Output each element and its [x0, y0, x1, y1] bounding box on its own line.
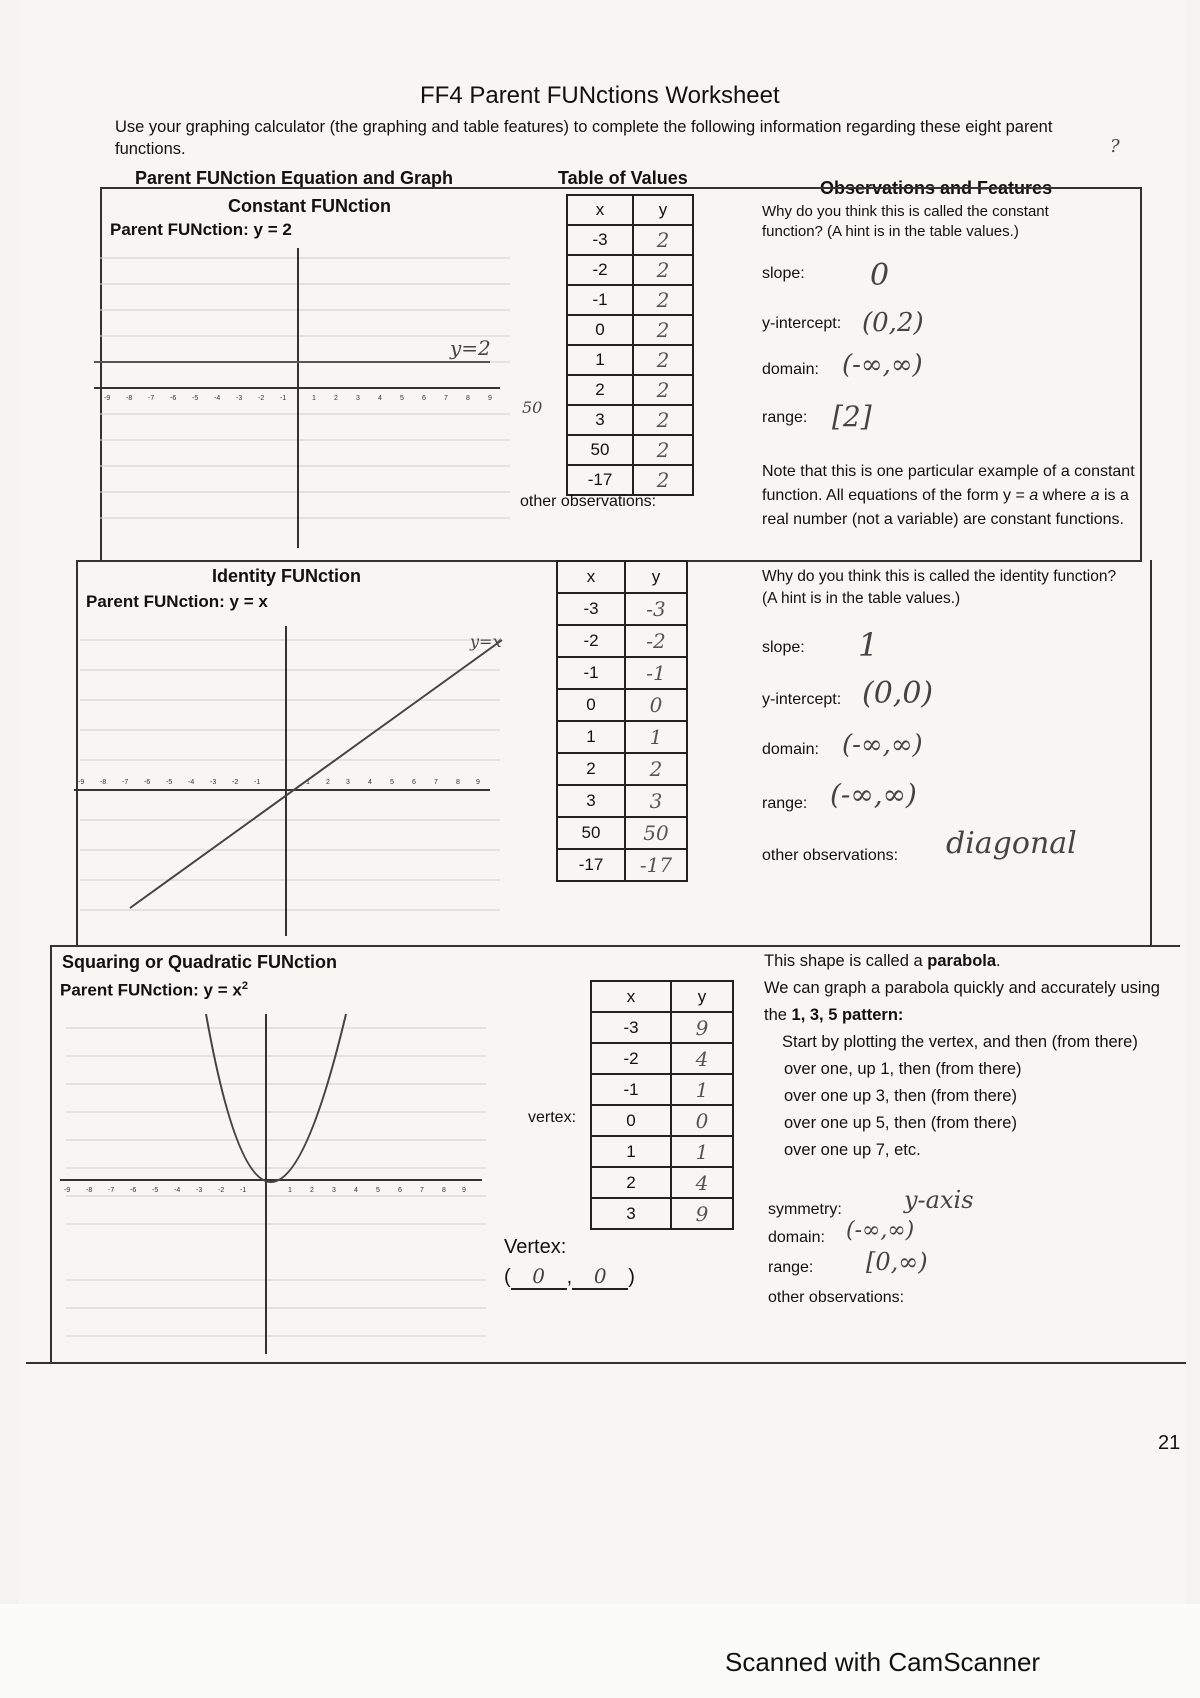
scanner-watermark: Scanned with CamScanner [725, 1647, 1041, 1677]
table-cell-y: 1 [671, 1074, 733, 1105]
table-header-y: y [625, 561, 687, 593]
pattern-step: over one up 7, etc. [784, 1141, 921, 1159]
vertex-label: Vertex: [504, 1236, 567, 1258]
table-cell-y: 4 [671, 1167, 733, 1198]
table-cell-x: -2 [557, 625, 625, 657]
table-cell-y: -17 [625, 849, 687, 881]
table-cell-x: -2 [567, 255, 633, 285]
table-cell-x: -17 [567, 465, 633, 495]
svg-text:1: 1 [306, 779, 310, 786]
table-cell-y: -2 [625, 625, 687, 657]
svg-text:3: 3 [346, 779, 350, 786]
svg-text:9: 9 [488, 395, 492, 402]
identity-range-value: (-∞,∞) [830, 778, 917, 811]
table-cell-y: 2 [633, 315, 693, 345]
svg-text:-3: -3 [236, 395, 243, 402]
worksheet-title: FF4 Parent FUNctions Worksheet [420, 82, 780, 109]
svg-text:-6: -6 [130, 1187, 137, 1194]
constant-slope-value: 0 [870, 258, 890, 293]
svg-text:-1: -1 [254, 779, 261, 786]
table-cell-x: 0 [557, 689, 625, 721]
identity-slope-label: slope: [762, 639, 805, 656]
svg-text:-4: -4 [174, 1187, 181, 1194]
frame-top-line [100, 187, 1140, 189]
constant-graph-label: y=2 [450, 336, 491, 360]
svg-text:4: 4 [368, 779, 372, 786]
desc-text: We can graph a parabola quickly and accurately using the [764, 979, 1160, 1024]
quadratic-other-label: other observations: [768, 1289, 905, 1306]
svg-text:2: 2 [310, 1187, 314, 1194]
parabola-line2 [764, 975, 1164, 1029]
svg-text:-8: -8 [86, 1187, 93, 1194]
table-header-x: x [591, 981, 671, 1012]
table-cell-x: -3 [557, 593, 625, 625]
table-cell-y: 0 [671, 1105, 733, 1136]
svg-text:4: 4 [354, 1187, 358, 1194]
desc-text: . [996, 952, 1001, 970]
table-cell-x: -3 [591, 1012, 671, 1043]
svg-text:-1: -1 [280, 395, 287, 402]
header-observations: Observations and Features [820, 178, 1053, 198]
desc-text: This shape is called a [764, 952, 928, 970]
table-cell-y: 1 [671, 1136, 733, 1167]
symmetry-label: symmetry: [768, 1201, 842, 1218]
identity-graph-label: y=x [470, 632, 502, 651]
identity-domain-value: (-∞,∞) [842, 730, 923, 760]
constant-function-title: Constant FUNction [228, 196, 391, 216]
constant-yint-value: (0,2) [862, 308, 924, 338]
vertex-row-label: vertex: [528, 1109, 577, 1126]
svg-text:5: 5 [390, 779, 394, 786]
table-cell-x: 0 [591, 1105, 671, 1136]
identity-domain-label: domain: [762, 741, 819, 758]
svg-text:1: 1 [312, 395, 316, 402]
constant-table [566, 194, 694, 496]
table-cell-x: 1 [591, 1136, 671, 1167]
svg-text:6: 6 [422, 395, 426, 402]
svg-text:-3: -3 [210, 779, 217, 786]
quadratic-domain-label: domain: [768, 1229, 825, 1246]
svg-text:5: 5 [400, 395, 404, 402]
table-cell-x: 2 [567, 375, 633, 405]
table-header-y: y [671, 981, 733, 1012]
table-cell-x: -1 [567, 285, 633, 315]
svg-text:-9: -9 [78, 779, 85, 786]
svg-text:-2: -2 [232, 779, 239, 786]
table-cell-x: -3 [567, 225, 633, 255]
identity-table [556, 560, 688, 882]
svg-text:6: 6 [412, 779, 416, 786]
table-cell-y: 2 [633, 225, 693, 255]
svg-text:-8: -8 [100, 779, 107, 786]
svg-text:1: 1 [288, 1187, 292, 1194]
constant-equation: Parent FUNction: y = 2 [110, 220, 292, 239]
identity-equation: Parent FUNction: y = x [86, 592, 268, 611]
identity-other-label: other observations: [762, 847, 899, 864]
identity-slope-value: 1 [858, 626, 879, 664]
note-variable-a: a [1090, 487, 1100, 504]
identity-yint-value: (0,0) [862, 676, 934, 711]
svg-text:-7: -7 [122, 779, 129, 786]
svg-text:3: 3 [332, 1187, 336, 1194]
svg-text:7: 7 [434, 779, 438, 786]
svg-text:-4: -4 [188, 779, 195, 786]
svg-text:4: 4 [378, 395, 382, 402]
svg-text:-5: -5 [192, 395, 199, 402]
desc-bold: 1, 3, 5 pattern: [791, 1006, 904, 1024]
table-header-y: y [633, 195, 693, 225]
constant-range-value: [2] [832, 400, 872, 433]
vertex-y-value: 0 [572, 1264, 628, 1290]
table-cell-y: 2 [633, 465, 693, 495]
table-cell-y: -1 [625, 657, 687, 689]
table-cell-x: 3 [591, 1198, 671, 1229]
svg-text:-2: -2 [258, 395, 265, 402]
header-table-of-values: Table of Values [558, 168, 688, 188]
table-cell-x: 0 [567, 315, 633, 345]
table-cell-y: 4 [671, 1043, 733, 1074]
table-cell-y: 9 [671, 1012, 733, 1043]
table-cell-x: 50 [567, 435, 633, 465]
margin-mark: ? [1110, 136, 1120, 157]
svg-text:6: 6 [398, 1187, 402, 1194]
pattern-step: over one, up 1, then (from there) [784, 1060, 1022, 1078]
table-cell-x: 1 [557, 721, 625, 753]
identity-question: Why do you think this is called the identity function? (A hint is in the table values.) [762, 568, 1117, 607]
table-cell-x: 2 [557, 753, 625, 785]
constant-domain-label: domain: [762, 361, 819, 378]
svg-text:8: 8 [456, 779, 460, 786]
page-number: 21 [1158, 1432, 1181, 1454]
table-cell-x: 1 [567, 345, 633, 375]
svg-text:-3: -3 [196, 1187, 203, 1194]
quadratic-range-value: [0,∞) [866, 1248, 928, 1276]
svg-text:-5: -5 [166, 779, 173, 786]
parabola-line1 [764, 948, 1164, 975]
table-cell-x: -17 [557, 849, 625, 881]
constant-slope-label: slope: [762, 265, 805, 282]
table-cell-x: -1 [557, 657, 625, 689]
svg-text:-4: -4 [214, 395, 221, 402]
quadratic-function-title: Squaring or Quadratic FUNction [62, 952, 338, 972]
quadratic-domain-value: (-∞,∞) [846, 1218, 915, 1243]
table-cell-y: 2 [633, 345, 693, 375]
equation-exponent: 2 [241, 980, 248, 992]
table-cell-x: -2 [591, 1043, 671, 1074]
constant-side-mark: 50 [522, 398, 543, 417]
frame-left-3 [50, 945, 52, 1362]
note-variable-a: a [1029, 487, 1039, 504]
pattern-step: Start by plotting the vertex, and then (from there) [782, 1033, 1138, 1051]
svg-text:-7: -7 [148, 395, 155, 402]
header-equation-graph: Parent FUNction Equation and Graph [135, 168, 454, 188]
table-cell-x: 3 [557, 785, 625, 817]
svg-text:7: 7 [420, 1187, 424, 1194]
table-cell-x: 2 [591, 1167, 671, 1198]
svg-text:3: 3 [356, 395, 360, 402]
svg-text:8: 8 [466, 395, 470, 402]
equation-text: Parent FUNction: y = x [60, 980, 242, 1000]
svg-text:8: 8 [442, 1187, 446, 1194]
table-cell-y: 3 [625, 785, 687, 817]
constant-domain-value: (-∞,∞) [842, 350, 923, 380]
table-header-x: x [567, 195, 633, 225]
svg-text:-6: -6 [144, 779, 151, 786]
table-cell-y: 1 [625, 721, 687, 753]
note-text: is a real number (not a variable) are constant functions. [762, 487, 1129, 528]
svg-text:5: 5 [376, 1187, 380, 1194]
constant-range-label: range: [762, 409, 808, 426]
parabola-description [764, 948, 1164, 1164]
frame-bottom-line [26, 1362, 1186, 1364]
note-text: where [1038, 487, 1091, 504]
constant-note [762, 460, 1152, 532]
identity-other-value: diagonal [946, 826, 1077, 861]
table-cell-x: -1 [591, 1074, 671, 1105]
svg-text:-2: -2 [218, 1187, 225, 1194]
table-cell-y: 2 [633, 405, 693, 435]
svg-text:9: 9 [476, 779, 480, 786]
instructions: Use your graphing calculator (the graphing and table features) to complete the following information regarding these eight parent functions. [115, 118, 1053, 158]
table-cell-y: 0 [625, 689, 687, 721]
identity-function-title: Identity FUNction [212, 566, 361, 586]
table-cell-x: 3 [567, 405, 633, 435]
constant-graph [90, 240, 520, 552]
symmetry-value: y-axis [904, 1186, 974, 1214]
note-text: Note that this is one particular example of a constant function. All equations of the form y = [762, 463, 1135, 504]
table-cell-y: 50 [625, 817, 687, 849]
constant-yint-label: y-intercept: [762, 315, 842, 332]
svg-text:9: 9 [462, 1187, 466, 1194]
constant-question: Why do you think this is called the constant function? (A hint is in the table values.) [762, 203, 1049, 240]
table-cell-y: 9 [671, 1198, 733, 1229]
quadratic-equation [60, 980, 248, 1001]
svg-text:7: 7 [444, 395, 448, 402]
desc-bold: parabola [927, 952, 997, 970]
vertex-answer: ( 0 , 0 ) [504, 1264, 635, 1288]
pattern-step: over one up 5, then (from there) [784, 1114, 1017, 1132]
quadratic-graph [56, 1006, 492, 1358]
svg-text:-8: -8 [126, 395, 133, 402]
frame-right-2 [1150, 560, 1152, 945]
constant-other-observations-label: other observations: [520, 493, 657, 510]
pattern-step: over one up 3, then (from there) [784, 1087, 1017, 1105]
identity-yint-label: y-intercept: [762, 691, 842, 708]
table-cell-x: 50 [557, 817, 625, 849]
svg-text:-6: -6 [170, 395, 177, 402]
svg-text:2: 2 [326, 779, 330, 786]
vertex-x-value: 0 [511, 1264, 567, 1290]
svg-text:-5: -5 [152, 1187, 159, 1194]
table-cell-y: 2 [625, 753, 687, 785]
table-cell-y: 2 [633, 375, 693, 405]
section-divider-2 [50, 945, 1180, 947]
identity-range-label: range: [762, 795, 808, 812]
table-cell-y: 2 [633, 255, 693, 285]
svg-text:-1: -1 [240, 1187, 247, 1194]
svg-text:2: 2 [334, 395, 338, 402]
svg-text:-9: -9 [64, 1187, 71, 1194]
quadratic-table [590, 980, 734, 1230]
svg-text:-9: -9 [104, 395, 111, 402]
table-cell-y: 2 [633, 435, 693, 465]
table-cell-y: 2 [633, 285, 693, 315]
svg-text:-7: -7 [108, 1187, 115, 1194]
identity-graph [70, 618, 510, 940]
table-header-x: x [557, 561, 625, 593]
table-cell-y: -3 [625, 593, 687, 625]
quadratic-range-label: range: [768, 1259, 814, 1276]
